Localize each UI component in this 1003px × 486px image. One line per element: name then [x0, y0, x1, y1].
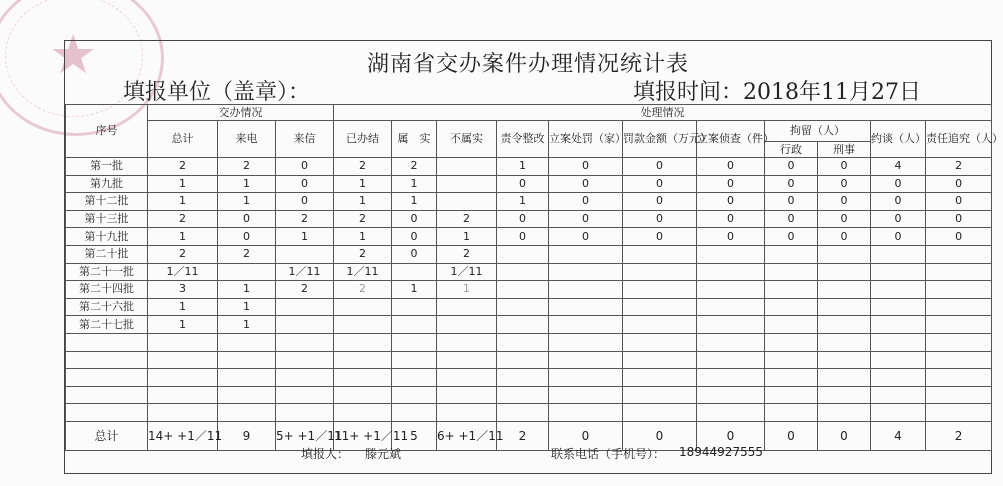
cell-name: 第二十六批: [66, 298, 148, 316]
empty-cell: [66, 386, 148, 404]
cell-criminal: [818, 281, 871, 299]
cell-true: 0: [392, 245, 437, 263]
empty-cell: [218, 351, 276, 369]
form-footer: [65, 441, 991, 463]
empty-cell: [148, 404, 218, 422]
cell-accountability: [926, 263, 992, 281]
empty-cell: [697, 386, 765, 404]
cell-total: 2: [148, 158, 218, 176]
cell-true: 1: [392, 175, 437, 193]
cell-admin: 0: [765, 210, 818, 228]
cell-accountability: [926, 245, 992, 263]
empty-cell: [148, 333, 218, 351]
cell-fine: [623, 298, 697, 316]
table-row: [66, 228, 992, 246]
cell-letter: 0: [276, 175, 334, 193]
cell-interview: 0: [871, 193, 926, 211]
fill-time-label: 填报时间：2018年11月27日: [633, 80, 921, 105]
cell-investigate: [697, 263, 765, 281]
cell-rectify: 0: [497, 175, 549, 193]
filler-name: 滕元斌: [365, 447, 402, 461]
fill-unit-label: 填报单位（盖章）：: [123, 80, 311, 105]
cell-call: 2: [218, 245, 276, 263]
cell-penalty: [549, 316, 623, 334]
cell-letter: 1: [276, 228, 334, 246]
cell-fine: [623, 263, 697, 281]
table-body: [66, 158, 992, 422]
empty-cell: [218, 386, 276, 404]
table-row: [66, 316, 992, 334]
cell-criminal: 0: [818, 210, 871, 228]
cell-rectify: [497, 298, 549, 316]
contact-label: 联系电话（手机号）：: [551, 447, 666, 461]
empty-cell: [871, 369, 926, 387]
cell-investigate: 0: [697, 210, 765, 228]
empty-cell: [697, 404, 765, 422]
cell-call: 2: [218, 158, 276, 176]
cell-interview: 4: [871, 158, 926, 176]
empty-cell: [276, 386, 334, 404]
header-true: 属 实: [392, 121, 437, 158]
totals-criminal: 0: [818, 421, 871, 450]
empty-cell: [392, 333, 437, 351]
cell-total: 2: [148, 210, 218, 228]
header-interview: 约谈（人）: [871, 121, 926, 158]
empty-cell: [697, 351, 765, 369]
empty-cell: [871, 404, 926, 422]
table-row: [66, 298, 992, 316]
cell-name: 第一批: [66, 158, 148, 176]
empty-cell: [926, 386, 992, 404]
header-criminal: 刑事: [818, 142, 871, 158]
empty-cell: [437, 351, 497, 369]
empty-cell: [926, 333, 992, 351]
cell-fine: [623, 316, 697, 334]
cell-closed: 2: [334, 281, 392, 299]
cell-investigate: 0: [697, 193, 765, 211]
cell-penalty: [549, 298, 623, 316]
table-row: [66, 263, 992, 281]
cell-closed: 2: [334, 245, 392, 263]
cell-call: 1: [218, 281, 276, 299]
cell-true: [392, 263, 437, 281]
cell-accountability: 0: [926, 193, 992, 211]
empty-cell: [218, 333, 276, 351]
empty-cell: [623, 351, 697, 369]
cell-penalty: 0: [549, 158, 623, 176]
empty-cell: [497, 333, 549, 351]
totals-label: 总计: [66, 421, 148, 450]
empty-cell: [497, 386, 549, 404]
header-seq: 序号: [66, 105, 148, 158]
cell-total: 1: [148, 298, 218, 316]
empty-cell: [871, 351, 926, 369]
cell-true: 2: [392, 158, 437, 176]
cell-admin: [765, 263, 818, 281]
cell-untrue: 2: [437, 210, 497, 228]
empty-cell: [818, 369, 871, 387]
table-row: [66, 245, 992, 263]
header-detain: 拘留（人）: [765, 121, 871, 142]
empty-cell: [871, 386, 926, 404]
empty-cell: [697, 369, 765, 387]
filler-label: 填报人：: [301, 447, 350, 461]
cell-closed: 2: [334, 210, 392, 228]
totals-penalty: 0: [549, 421, 623, 450]
empty-cell: [334, 351, 392, 369]
empty-cell: [623, 404, 697, 422]
cell-fine: 0: [623, 175, 697, 193]
cell-letter: 0: [276, 158, 334, 176]
empty-cell: [148, 351, 218, 369]
cell-name: 第二十七批: [66, 316, 148, 334]
cell-untrue: 1: [437, 281, 497, 299]
empty-cell: [765, 351, 818, 369]
cell-interview: [871, 281, 926, 299]
cell-letter: 2: [276, 281, 334, 299]
empty-cell: [497, 404, 549, 422]
empty-cell: [497, 351, 549, 369]
header-total: 总计: [148, 121, 218, 158]
empty-cell: [148, 369, 218, 387]
table-row: [66, 210, 992, 228]
empty-cell: [818, 386, 871, 404]
empty-cell: [549, 351, 623, 369]
header-call: 来电: [218, 121, 276, 158]
empty-cell: [765, 404, 818, 422]
cell-total: 1: [148, 193, 218, 211]
blank-row: [66, 333, 992, 351]
cell-interview: [871, 245, 926, 263]
cell-untrue: 2: [437, 245, 497, 263]
empty-cell: [623, 386, 697, 404]
empty-cell: [926, 369, 992, 387]
cell-call: 1: [218, 175, 276, 193]
cell-call: 1: [218, 298, 276, 316]
empty-cell: [926, 351, 992, 369]
cell-fine: [623, 245, 697, 263]
header-admin: 行政: [765, 142, 818, 158]
cell-accountability: 2: [926, 158, 992, 176]
empty-cell: [392, 351, 437, 369]
empty-cell: [871, 333, 926, 351]
empty-cell: [818, 333, 871, 351]
cell-interview: [871, 298, 926, 316]
cell-total: 3: [148, 281, 218, 299]
cell-untrue: [437, 158, 497, 176]
header-untrue: 不属实: [437, 121, 497, 158]
cell-accountability: [926, 281, 992, 299]
empty-cell: [765, 386, 818, 404]
cell-fine: 0: [623, 228, 697, 246]
empty-cell: [276, 404, 334, 422]
table-row: [66, 193, 992, 211]
cell-rectify: [497, 245, 549, 263]
empty-cell: [334, 386, 392, 404]
cell-investigate: 0: [697, 175, 765, 193]
empty-cell: [549, 333, 623, 351]
empty-cell: [66, 404, 148, 422]
totals-untrue: 6+ +1／11: [437, 421, 497, 450]
cell-closed: [334, 298, 392, 316]
empty-cell: [765, 369, 818, 387]
empty-cell: [218, 404, 276, 422]
cell-accountability: 0: [926, 228, 992, 246]
cell-total: 1／11: [148, 263, 218, 281]
empty-cell: [818, 404, 871, 422]
table-row: [66, 175, 992, 193]
cell-letter: [276, 298, 334, 316]
empty-cell: [437, 333, 497, 351]
empty-cell: [623, 333, 697, 351]
cell-letter: 1／11: [276, 263, 334, 281]
header-group-handling: 处理情况: [334, 105, 992, 121]
cell-penalty: 0: [549, 193, 623, 211]
empty-cell: [392, 404, 437, 422]
cell-call: 0: [218, 228, 276, 246]
cell-accountability: 0: [926, 210, 992, 228]
empty-cell: [497, 369, 549, 387]
empty-cell: [218, 369, 276, 387]
empty-cell: [437, 369, 497, 387]
form-title: 湖南省交办案件办理情况统计表: [366, 52, 689, 77]
statistics-table: [65, 104, 1003, 451]
cell-fine: 0: [623, 193, 697, 211]
cell-name: 第二十四批: [66, 281, 148, 299]
cell-interview: 0: [871, 228, 926, 246]
header-closed: 已办结: [334, 121, 392, 158]
cell-rectify: 1: [497, 193, 549, 211]
totals-rectify: 2: [497, 421, 549, 450]
empty-cell: [334, 404, 392, 422]
cell-accountability: [926, 298, 992, 316]
cell-accountability: 0: [926, 175, 992, 193]
cell-investigate: 0: [697, 228, 765, 246]
cell-call: 1: [218, 193, 276, 211]
cell-admin: 0: [765, 193, 818, 211]
totals-closed: 11+ +1／11: [334, 421, 392, 450]
cell-rectify: 0: [497, 210, 549, 228]
cell-letter: 2: [276, 210, 334, 228]
cell-name: 第十九批: [66, 228, 148, 246]
cell-admin: 0: [765, 228, 818, 246]
cell-investigate: 0: [697, 158, 765, 176]
cell-penalty: 0: [549, 210, 623, 228]
star-icon: ★: [49, 23, 98, 86]
cell-total: 2: [148, 245, 218, 263]
totals-call: 9: [218, 421, 276, 450]
cell-penalty: [549, 281, 623, 299]
cell-criminal: [818, 316, 871, 334]
cell-true: 0: [392, 210, 437, 228]
empty-cell: [926, 404, 992, 422]
empty-cell: [334, 369, 392, 387]
empty-cell: [549, 404, 623, 422]
cell-criminal: 0: [818, 193, 871, 211]
cell-criminal: 0: [818, 228, 871, 246]
cell-investigate: [697, 316, 765, 334]
empty-cell: [697, 333, 765, 351]
blank-row: [66, 404, 992, 422]
cell-criminal: [818, 263, 871, 281]
empty-cell: [549, 386, 623, 404]
cell-closed: 2: [334, 158, 392, 176]
statistics-form: [64, 40, 1003, 474]
blank-row: [66, 351, 992, 369]
cell-name: 第二十一批: [66, 263, 148, 281]
cell-admin: [765, 298, 818, 316]
totals-true: 5: [392, 421, 437, 450]
cell-interview: 0: [871, 175, 926, 193]
cell-letter: 0: [276, 193, 334, 211]
totals-admin: 0: [765, 421, 818, 450]
cell-rectify: [497, 281, 549, 299]
cell-closed: 1: [334, 193, 392, 211]
cell-untrue: [437, 298, 497, 316]
cell-total: 1: [148, 228, 218, 246]
cell-untrue: [437, 193, 497, 211]
cell-admin: [765, 316, 818, 334]
header-rectify: 责令整改: [497, 121, 549, 158]
cell-name: 第十三批: [66, 210, 148, 228]
cell-name: 第九批: [66, 175, 148, 193]
cell-interview: [871, 316, 926, 334]
cell-rectify: 0: [497, 228, 549, 246]
header-letter: 来信: [276, 121, 334, 158]
cell-call: 0: [218, 210, 276, 228]
cell-letter: [276, 245, 334, 263]
cell-criminal: 0: [818, 158, 871, 176]
empty-cell: [818, 351, 871, 369]
cell-interview: 0: [871, 210, 926, 228]
cell-fine: [623, 281, 697, 299]
totals-accountability: 2: [926, 421, 992, 450]
cell-penalty: 0: [549, 228, 623, 246]
empty-cell: [276, 369, 334, 387]
cell-closed: 1: [334, 175, 392, 193]
cell-rectify: [497, 263, 549, 281]
totals-interview: 4: [871, 421, 926, 450]
empty-cell: [334, 333, 392, 351]
cell-untrue: [437, 316, 497, 334]
empty-cell: [765, 333, 818, 351]
cell-letter: [276, 316, 334, 334]
empty-cell: [392, 386, 437, 404]
cell-call: 1: [218, 316, 276, 334]
cell-rectify: [497, 316, 549, 334]
totals-total: 14+ +1／11: [148, 421, 218, 450]
cell-admin: 0: [765, 175, 818, 193]
empty-cell: [66, 333, 148, 351]
header-accountability: 责任追究（人）: [926, 121, 992, 158]
cell-investigate: [697, 245, 765, 263]
table-row: [66, 158, 992, 176]
empty-cell: [549, 369, 623, 387]
empty-cell: [66, 351, 148, 369]
cell-criminal: [818, 298, 871, 316]
totals-letter: 5+ +1／11: [276, 421, 334, 450]
header-investigate: 立案侦查（件）: [697, 121, 765, 158]
cell-accountability: [926, 316, 992, 334]
cell-admin: [765, 281, 818, 299]
empty-cell: [66, 369, 148, 387]
header-fine: 罚款金额（万元）: [623, 121, 697, 158]
header-group-assigned: 交办情况: [148, 105, 334, 121]
cell-investigate: [697, 298, 765, 316]
empty-cell: [437, 386, 497, 404]
cell-call: [218, 263, 276, 281]
empty-cell: [437, 404, 497, 422]
empty-cell: [276, 333, 334, 351]
cell-admin: [765, 245, 818, 263]
cell-penalty: 0: [549, 175, 623, 193]
cell-penalty: [549, 263, 623, 281]
cell-total: 1: [148, 175, 218, 193]
cell-true: 1: [392, 281, 437, 299]
cell-name: 第十二批: [66, 193, 148, 211]
cell-closed: [334, 316, 392, 334]
cell-investigate: [697, 281, 765, 299]
cell-closed: 1／11: [334, 263, 392, 281]
cell-true: 0: [392, 228, 437, 246]
empty-cell: [392, 369, 437, 387]
table-row: [66, 281, 992, 299]
cell-penalty: [549, 245, 623, 263]
cell-untrue: 1／11: [437, 263, 497, 281]
cell-criminal: 0: [818, 175, 871, 193]
cell-untrue: [437, 175, 497, 193]
cell-true: 1: [392, 193, 437, 211]
empty-cell: [623, 369, 697, 387]
cell-true: [392, 316, 437, 334]
cell-closed: 1: [334, 228, 392, 246]
cell-total: 1: [148, 316, 218, 334]
header-penalty: 立案处罚（家）: [549, 121, 623, 158]
cell-admin: 0: [765, 158, 818, 176]
cell-interview: [871, 263, 926, 281]
totals-fine: 0: [623, 421, 697, 450]
totals-investigate: 0: [697, 421, 765, 450]
cell-fine: 0: [623, 210, 697, 228]
cell-name: 第二十批: [66, 245, 148, 263]
empty-cell: [148, 386, 218, 404]
cell-untrue: 1: [437, 228, 497, 246]
empty-cell: [276, 351, 334, 369]
contact-number: 18944927555: [679, 445, 763, 459]
blank-row: [66, 369, 992, 387]
blank-row: [66, 386, 992, 404]
cell-true: [392, 298, 437, 316]
cell-rectify: 1: [497, 158, 549, 176]
cell-criminal: [818, 245, 871, 263]
cell-fine: 0: [623, 158, 697, 176]
